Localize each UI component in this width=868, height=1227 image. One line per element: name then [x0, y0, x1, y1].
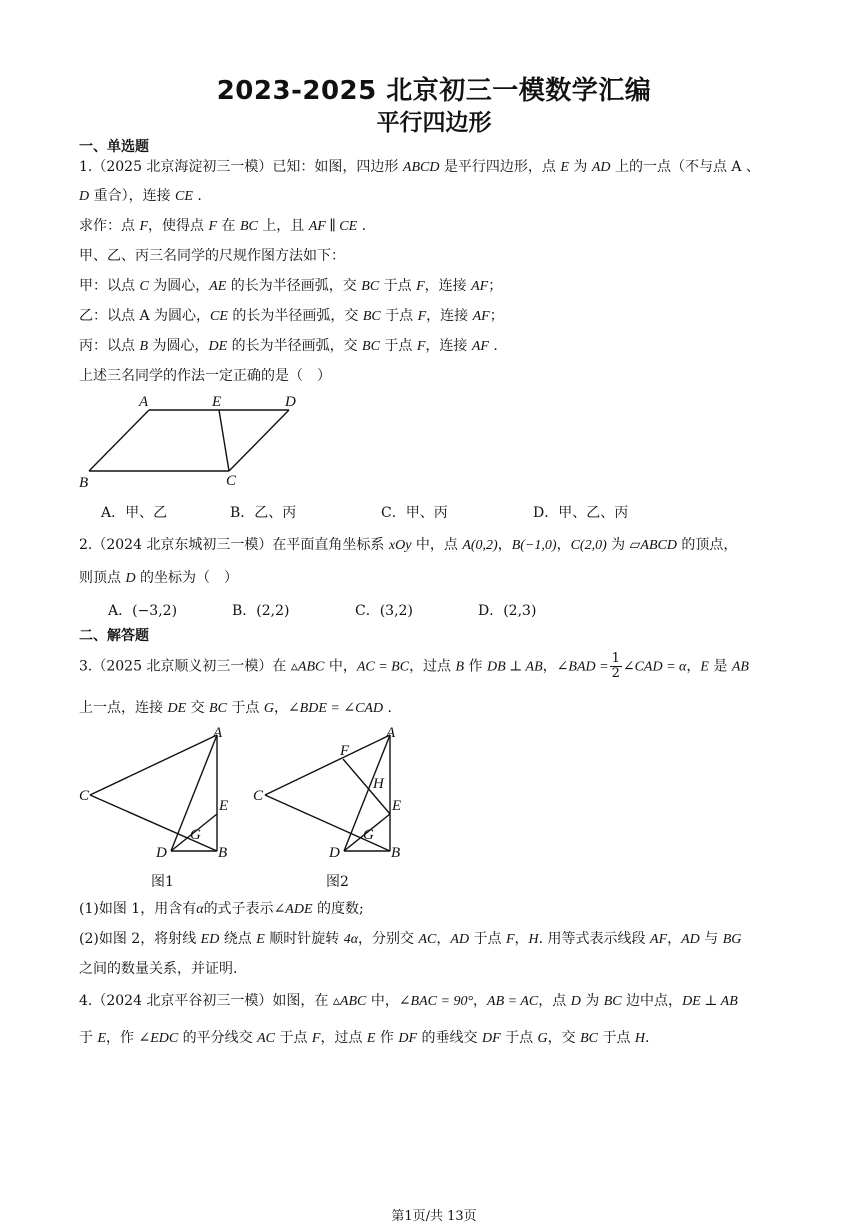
label-A: A — [213, 725, 223, 741]
q4-math: F — [311, 1031, 321, 1046]
q4-text: ，交 — [547, 1030, 581, 1046]
label-D: D — [329, 845, 340, 861]
q1-text: ，使得点 — [148, 218, 209, 234]
q4-line-2 — [79, 1027, 650, 1047]
page-title: 2023-2025 北京初三一模数学汇编 — [216, 76, 652, 106]
q4-math: ∠EDC — [138, 1031, 179, 1046]
label-G: G — [190, 827, 201, 843]
q1-text: 上，且 — [257, 218, 309, 234]
q1-line-8: 上述三名同学的作法一定正确的是（ ） — [79, 368, 331, 384]
q1-math: F — [139, 219, 149, 234]
q4-math: ∠BAC = 90° — [398, 994, 474, 1009]
q4-text: 于 — [79, 1030, 98, 1046]
q4-text: 中， — [366, 993, 399, 1009]
q3-part-2 — [79, 928, 741, 948]
q3-text: 中， — [324, 658, 357, 675]
q4-math: E — [97, 1031, 107, 1046]
q1-text: 是平行四边形，点 — [439, 159, 561, 175]
label-C: C — [226, 473, 237, 489]
q1-math: BC — [239, 219, 258, 234]
q4-math: ABC — [339, 994, 367, 1009]
q1-math: DE — [208, 339, 228, 354]
q2-math: C(2,0) — [570, 538, 607, 553]
q1-text: 为圆心， — [148, 338, 209, 354]
q1-text: 丙：以点 — [79, 338, 140, 354]
q3-text: . 用等式表示线段 — [538, 931, 651, 947]
q3-text: 作 — [464, 658, 487, 675]
q1-line-1 — [79, 156, 760, 176]
q3-text: 3.（2025 北京顺义初三一模）在 ▵ — [79, 658, 298, 675]
q3-math: ED — [200, 932, 220, 947]
page-number-footer: 第1页/共 13页 — [391, 1209, 477, 1224]
q2-math: D — [125, 571, 136, 586]
q1-text: 求作：点 — [79, 218, 140, 234]
q3-math: BC — [209, 701, 227, 716]
q2-text: 则顶点 — [79, 570, 126, 586]
q3-math: F — [505, 932, 515, 947]
q4-line-1 — [79, 990, 738, 1010]
q3-text: . — [383, 700, 392, 716]
q1-line-2 — [79, 185, 202, 205]
q2-math: B(−1,0) — [511, 538, 557, 553]
q2-option-d[interactable]: D．(2,3) — [478, 603, 537, 619]
q4-math: AB = AC — [487, 994, 539, 1009]
q3-text: 是 — [708, 658, 732, 675]
label-E: E — [212, 394, 222, 410]
q1-text: 乙：以点 A 为圆心， — [79, 308, 211, 324]
label-C: C — [253, 788, 264, 804]
q4-math: G — [537, 1031, 548, 1046]
q2-text: 的顶点， — [676, 537, 738, 553]
q4-text: 于点 — [500, 1030, 538, 1046]
q2-text: 为 ▱ — [606, 537, 641, 553]
q3-text: 顺时针旋转 — [264, 931, 344, 947]
q4-text: ，作 — [106, 1030, 139, 1046]
q3-math: G — [263, 701, 274, 716]
q1-math: ABCD — [402, 160, 440, 175]
q3-math: ABC — [297, 659, 325, 675]
q1-option-c[interactable]: C．甲、丙 — [381, 505, 448, 521]
q3-line-1 — [79, 652, 749, 682]
q1-text: 甲：以点 — [79, 278, 140, 294]
q3-text: (1)如图 1，用含有 — [79, 901, 197, 917]
q3-math: DE — [167, 701, 187, 716]
q2-text: 的坐标为（ ） — [135, 570, 239, 586]
label-B: B — [79, 475, 89, 491]
q1-math: F — [416, 339, 426, 354]
q2-math: A(0,2) — [462, 538, 498, 553]
q3-text: (2)如图 2，将射线 — [79, 931, 201, 947]
segment-EC — [219, 410, 229, 471]
q1-math: E — [560, 160, 569, 175]
q1-line-4: 甲、乙、丙三名同学的尺规作图方法如下： — [79, 248, 345, 264]
q2-line-1 — [79, 534, 737, 554]
q4-math: D — [570, 994, 581, 1009]
q1-math: F — [417, 309, 427, 324]
q3-math: E — [256, 932, 265, 947]
q4-text: 为 — [580, 993, 604, 1009]
label-C: C — [79, 788, 90, 804]
segment-DC — [229, 410, 289, 471]
q3-math: ∠BAD = — [556, 659, 609, 675]
q1-math: AF — [472, 309, 490, 324]
q4-math: DF — [481, 1031, 501, 1046]
q3-figure-1 — [70, 722, 250, 868]
q1-text: 于点 — [379, 338, 417, 354]
q4-math: H — [634, 1031, 646, 1046]
q2-option-b[interactable]: B．(2,2) — [232, 603, 290, 619]
section-heading-answer: 二、解答题 — [79, 628, 149, 644]
q1-option-b[interactable]: B．乙、丙 — [230, 505, 297, 521]
fraction-numerator: 1 — [611, 651, 620, 666]
q1-math: AF ∥ CE — [308, 219, 358, 234]
q3-math: H — [528, 932, 539, 947]
q1-text: 于点 — [380, 308, 418, 324]
q3-math: ∠BDE = ∠CAD — [287, 701, 384, 716]
q1-text: 的长为半径画弧，交 — [227, 308, 363, 324]
q1-text: . — [192, 188, 202, 204]
q3-math: AD — [681, 932, 700, 947]
q1-text: 在 — [217, 218, 240, 234]
q4-math: AC — [257, 1031, 275, 1046]
q2-math: ABCD — [640, 538, 677, 553]
q3-text: ，分别交 — [358, 931, 419, 947]
q3-math: B — [455, 659, 465, 675]
q2-line-2 — [79, 567, 238, 587]
q3-math: AF — [650, 932, 668, 947]
q1-text: 为 — [568, 159, 592, 175]
q3-text: 绕点 — [219, 931, 257, 947]
q4-math: BC — [603, 994, 622, 1009]
q3-math: ∠ADE — [273, 902, 313, 917]
label-B: B — [391, 845, 401, 861]
q1-math: BC — [362, 339, 380, 354]
q4-text: ，过点 — [320, 1030, 367, 1046]
q1-text: 为圆心， — [148, 278, 210, 294]
q2-math: xOy — [388, 538, 412, 553]
q1-math: F — [416, 279, 425, 294]
q4-text: . — [645, 1030, 650, 1046]
q3-math: AC — [418, 932, 437, 947]
q2-text: ， — [497, 537, 512, 553]
q2-option-c[interactable]: C．(3,2) — [355, 603, 413, 619]
segment-CA — [265, 735, 390, 795]
q3-math: 4α — [343, 932, 359, 947]
page-subtitle: 平行四边形 — [376, 110, 492, 136]
q1-math: CE — [210, 309, 228, 324]
q4-text: 于点 — [275, 1030, 312, 1046]
q1-line-5 — [79, 275, 502, 295]
label-B: B — [218, 845, 228, 861]
q3-math: AB — [731, 659, 749, 675]
q3-text: ， — [436, 931, 451, 947]
q1-text: 的长为半径画弧，交 — [227, 338, 363, 354]
q1-math: AF — [471, 339, 489, 354]
q3-text: 的度数; — [312, 901, 364, 917]
segment-CA — [90, 735, 217, 795]
q1-math: B — [139, 339, 149, 354]
q1-math: AD — [591, 160, 611, 175]
q1-math: AE — [209, 279, 227, 294]
section-heading-single-choice: 一、单选题 — [79, 139, 149, 155]
q4-text: ， — [473, 993, 488, 1009]
figure-1-caption: 图1 — [151, 874, 174, 890]
q4-math: E — [366, 1031, 376, 1046]
q2-text: ， — [556, 537, 571, 553]
q4-math: DF — [398, 1031, 418, 1046]
q3-text: ， — [686, 658, 701, 675]
q1-text: ； — [488, 278, 503, 294]
q3-text: ，过点 — [409, 658, 456, 675]
q3-text: ， — [667, 931, 682, 947]
label-A: A — [139, 394, 149, 410]
q4-text: 的平分线交 — [178, 1030, 258, 1046]
q1-text: 重合），连接 — [89, 188, 176, 204]
q1-text: 1.（2025 北京海淀初三一模）已知：如图，四边形 — [79, 159, 403, 175]
q3-text: 的式子表示 — [203, 901, 274, 917]
label-D: D — [285, 394, 296, 410]
q1-option-d[interactable]: D．甲、乙、丙 — [533, 505, 629, 521]
q1-text: 于点 — [379, 278, 417, 294]
q3-text: 上一点，连接 — [79, 700, 168, 716]
q1-math: AF — [471, 279, 489, 294]
q3-math: AC = BC — [356, 659, 410, 675]
q4-math: DE ⊥ AB — [682, 994, 738, 1009]
q4-text: 作 — [375, 1030, 399, 1046]
q3-math: DB ⊥ AB — [486, 659, 543, 675]
q1-math: C — [139, 279, 149, 294]
q1-text: . — [488, 338, 498, 354]
q3-part-1 — [79, 898, 364, 918]
q3-text: ， — [514, 931, 529, 947]
q1-text: ，连接 — [425, 338, 472, 354]
label-H: H — [373, 776, 384, 792]
q1-math: F — [208, 219, 218, 234]
q4-math: BC — [580, 1031, 599, 1046]
q1-option-a[interactable]: A．甲、乙 — [101, 505, 168, 521]
q3-text: 与 — [699, 931, 723, 947]
q1-math: BC — [361, 279, 380, 294]
q1-line-3 — [79, 215, 366, 235]
q2-text: 2.（2024 北京东城初三一模）在平面直角坐标系 — [79, 537, 389, 553]
q1-math: CE — [175, 189, 193, 204]
label-E: E — [219, 798, 229, 814]
q1-text: 上的一点（不与点 A 、 — [610, 159, 760, 175]
q3-math: AD — [450, 932, 470, 947]
q3-part-2-continued: 之间的数量关系，并证明. — [79, 961, 238, 977]
q1-text: ，连接 — [424, 278, 472, 294]
q3-text: 于点 — [469, 931, 506, 947]
q3-figure-2 — [245, 722, 425, 868]
q1-text: ，连接 — [426, 308, 473, 324]
q3-line-2 — [79, 697, 392, 717]
q3-text: 于点 — [226, 700, 264, 716]
q3-math: α — [196, 902, 204, 917]
q1-line-6 — [79, 305, 504, 325]
q4-text: ，点 — [538, 993, 571, 1009]
q2-text: 中，点 — [411, 537, 463, 553]
q4-text: 4.（2024 北京平谷初三一模）如图，在 ▵ — [79, 993, 340, 1009]
q3-math: E — [700, 659, 709, 675]
q4-text: 边中点， — [621, 993, 683, 1009]
q1-text: ； — [489, 308, 504, 324]
figure-2-caption: 图2 — [326, 874, 349, 890]
label-F: F — [340, 743, 350, 759]
q4-text: 的垂线交 — [417, 1030, 482, 1046]
segment-AB — [89, 410, 149, 471]
q3-math: BG — [722, 932, 742, 947]
q4-text: 于点 — [598, 1030, 635, 1046]
q3-text: ， — [542, 658, 557, 675]
q1-text: . — [357, 218, 367, 234]
q3-math: ∠CAD = α — [622, 659, 687, 675]
label-G: G — [363, 827, 374, 843]
fraction-denominator: 2 — [611, 666, 620, 681]
q1-math: BC — [362, 309, 381, 324]
q2-option-a[interactable]: A．(−3,2) — [108, 603, 178, 619]
q3-text: 交 — [186, 700, 210, 716]
q1-text: 的长为半径画弧，交 — [226, 278, 362, 294]
q1-math: D — [79, 189, 90, 204]
label-A: A — [386, 725, 396, 741]
q3-text: ， — [273, 700, 288, 716]
q1-line-7 — [79, 335, 498, 355]
q1-parallelogram-figure — [70, 388, 310, 492]
label-E: E — [392, 798, 402, 814]
fraction-one-half — [610, 652, 622, 681]
label-D: D — [156, 845, 167, 861]
